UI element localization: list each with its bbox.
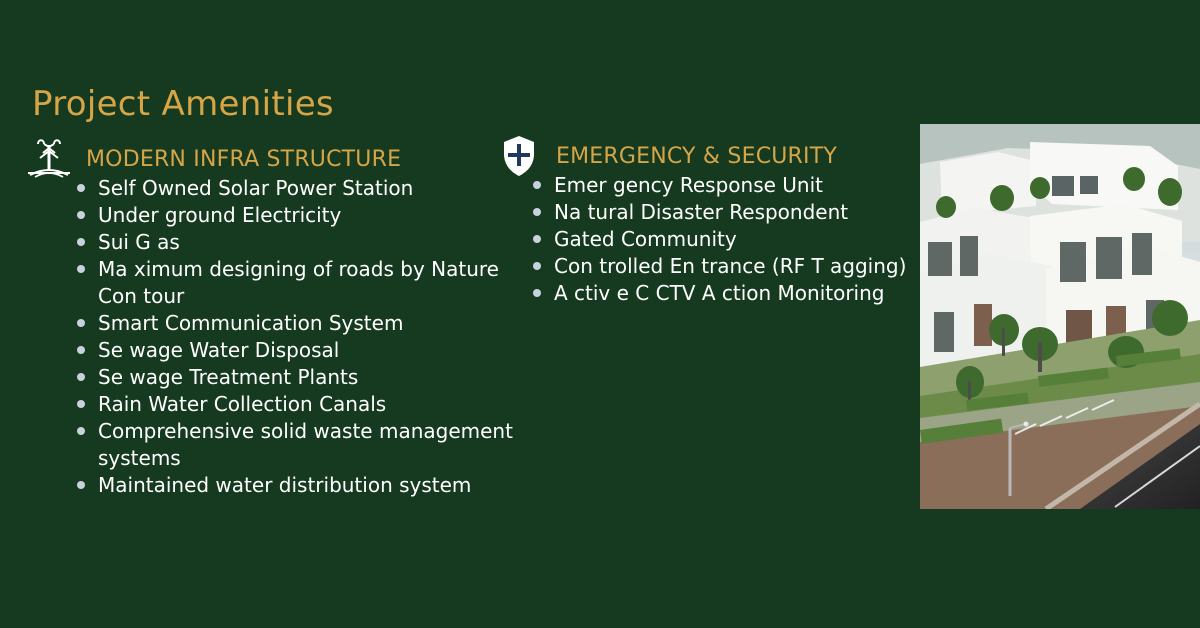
- security-section: [492, 132, 922, 307]
- list-item: Maintained water distribution system: [74, 472, 522, 499]
- building-photo: [920, 124, 1200, 509]
- security-title: EMERGENCY & SECURITY: [556, 143, 838, 169]
- list-item: Ma ximum designing of roads by Nature Con tour: [74, 256, 522, 310]
- list-item: Na tural Disaster Respondent: [530, 199, 922, 226]
- list-item: Gated Community: [530, 226, 922, 253]
- list-item: Rain Water Collection Canals: [74, 391, 522, 418]
- infrastructure-title: MODERN INFRA STRUCTURE: [86, 146, 402, 172]
- list-item: Con trolled En trance (RF T agging): [530, 253, 922, 280]
- list-item: Sui G as: [74, 229, 522, 256]
- tower-icon: [22, 135, 76, 183]
- list-item: Emer gency Response Unit: [530, 172, 922, 199]
- page-title: Project Amenities: [32, 84, 334, 124]
- list-item: A ctiv e C CTV A ction Monitoring: [530, 280, 922, 307]
- list-item: Self Owned Solar Power Station: [74, 175, 522, 202]
- list-item: Smart Communication System: [74, 310, 522, 337]
- list-item: Se wage Treatment Plants: [74, 364, 522, 391]
- security-list: [530, 172, 922, 307]
- infrastructure-list: [74, 175, 522, 499]
- list-item: Comprehensive solid waste management systems: [74, 418, 522, 472]
- infrastructure-section: [22, 135, 522, 499]
- list-item: Se wage Water Disposal: [74, 337, 522, 364]
- list-item: Under ground Electricity: [74, 202, 522, 229]
